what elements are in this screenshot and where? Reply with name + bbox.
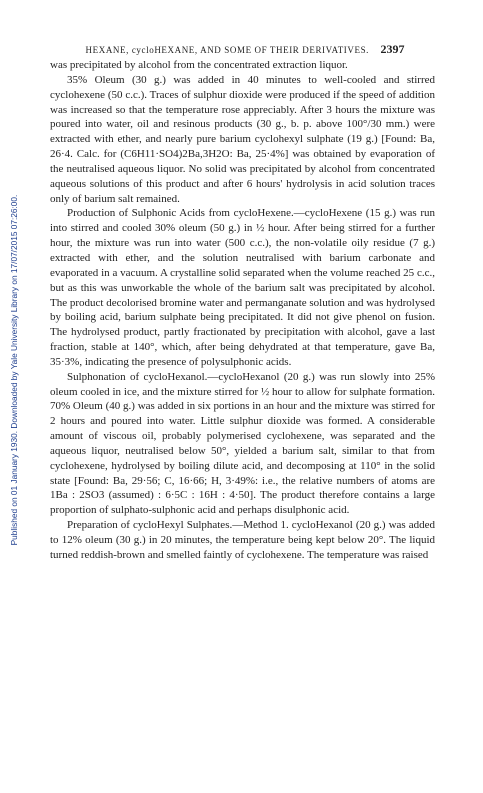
paragraph: Sulphonation of cycloHexanol.—cycloHexanol (20 g.) was run slowly into 25% oleum cooled in ice, and the mixture stirred for ½ hour to allow for sulphate formation. 70% Oleum (40 g.) was added in six portions in an hour and the mixture was stirred for 2 hours and poured into water. Little sulphur dioxide was formed. A considerable amount of viscous oil, probably polymerised cyclohexene, was separated and the aqueous liquor, neutralised below 50°, yielded a barium salt, similar to that from cyclohexene, hydrolysed by boiling dilute acid, and decomposing at 110° in the solid state [Found: Ba, 29·56; C, 16·66; H, 3·49%: i.e., the relative numbers of atoms are 1Ba : 2SO3 (assumed) : 6·5C : 16H : 4·50]. The product therefore contains a large proportion of sulphato-sulphonic acid and perhaps disulphonic acid. — [50, 370, 435, 517]
paragraph: Production of Sulphonic Acids from cycloHexene.—cycloHexene (15 g.) was run into stirred and cooled 30% oleum (50 g.) in ½ hour. After being stirred for a further hour, the mixture was run into water (500 c.c.), the non-volatile oily residue (7 g.) extracted with ether, and the solution neutralised with barium carbonate and evaporated in a vacuum. A crystalline solid separated when the volume reached 25 c.c., but as this was unworkable the whole of the barium salt was precipitated by alcohol. The product decolorised bromine water and permanganate solution and was hydrolysed by boiling acid, barium sulphate being precipitated. It did not give phenol on fusion. The hydrolysed product, partly fractionated by precipitation with alcohol, gave a last fraction, stable at 140°, which, after being dehydrated at that temperature, gave Ba, 35·3%, indicating the presence of polysulphonic acids. — [50, 207, 435, 368]
download-watermark — [6, 70, 22, 670]
paragraph: Preparation of cycloHexyl Sulphates.—Method 1. cycloHexanol (20 g.) was added to 12% oleum (30 g.) in 20 minutes, the temperature being kept below 20°. The liquid turned reddish-brown and smelled faintly of cyclohexene. The temperature was raised — [50, 519, 435, 561]
paragraph: 35% Oleum (30 g.) was added in 40 minutes to well-cooled and stirred cyclohexene (50 c.c.). Traces of sulphur dioxide were produced if the speed of addition was increased so that the temperature rose appreciably. After 3 hours the mixture was poured into water, oil and resinous products (30 g., b. p. above 100°/30 mm.) were extracted with ether, and nearly pure barium cyclohexyl sulphate (19 g.) [Found: Ba, 26·4. Calc. for (C6H11·SO4)2Ba,3H2O: Ba, 25·4%] was obtained by evaporation of the neutralised aqueous liquor. No solid was precipitated by alcohol from concentrated aqueous solutions of this product and after 6 hours' hydrolysis in acid solution traces only of barium salt remained. — [50, 73, 435, 205]
running-title: HEXANE, cyclоHEXANE, AND SOME OF THEIR DERIVATIVES. — [85, 45, 370, 55]
page-number: 2397 — [380, 42, 405, 56]
running-header — [57, 42, 433, 57]
watermark-text: Published on 01 January 1930. Downloaded by Yale University Library on 17/07/2015 07:26:00. — [9, 194, 19, 546]
paragraph: was precipitated by alcohol from the concentrated extraction liquor. — [50, 59, 348, 71]
body-text — [50, 58, 435, 563]
